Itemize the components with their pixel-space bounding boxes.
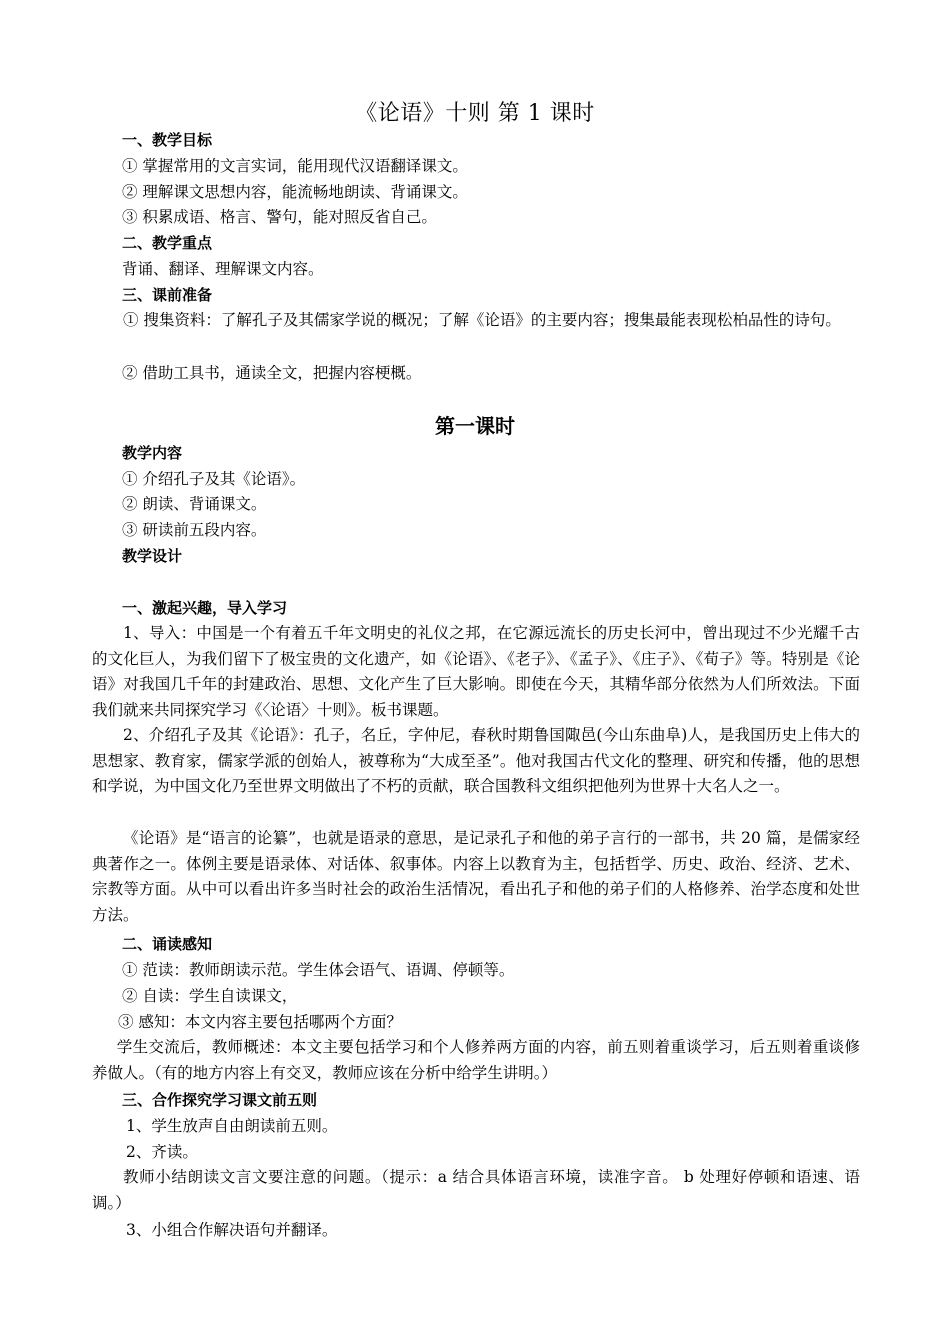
part3-heading: 三、合作探究学习课文前五则 <box>122 1091 318 1109</box>
document-title: 《论语》十则 第 1 课时 <box>355 101 595 126</box>
part1-paragraph: 2、介绍孔子及其《论语》：孔子，名丘，字仲尼，春秋时期鲁国陬邑(今山东曲阜)人，是我国历史上伟大的思想家、教育家，儒家学派的创始人，被尊称为“大成至圣”。他对我国古代文化的整理、研究和传播，他的思想和学说，为中国文化乃至世界文明做出了不朽的贡献，联合国教科文组织把他列为世界十大名人之一。 <box>92 726 860 795</box>
part2-heading: 二、诵读感知 <box>122 935 213 953</box>
section-heading-goals: 一、教学目标 <box>122 131 213 149</box>
content-item: ③ 研读前五段内容。 <box>122 521 267 539</box>
lesson-title: 第一课时 <box>435 414 515 438</box>
content-item: ① 介绍孔子及其《论语》。 <box>122 470 306 488</box>
prep-item: ② 借助工具书，通读全文，把握内容梗概。 <box>122 364 422 382</box>
section-heading-prep: 三、课前准备 <box>122 286 213 304</box>
part1-paragraph: 1、导入：中国是一个有着五千年文明史的礼仪之邦，在它源远流长的历史长河中，曾出现过不少光耀千古的文化巨人，为我们留下了极宝贵的文化遗产，如《论语》、《老子》、《孟子》、《庄子》、《荀子》等。特别是《论语》对我国几千年的封建政治、思想、文化产生了巨大影响。即使在今天，其精华部分依然为人们所效法。下面我们就来共同探究学习《〈论语〉十则》。板书课题。 <box>92 624 860 719</box>
content-heading: 教学内容 <box>122 444 183 462</box>
design-heading: 教学设计 <box>122 547 183 565</box>
goal-item: ① 掌握常用的文言实词，能用现代汉语翻译课文。 <box>122 157 468 175</box>
part1-heading: 一、激起兴趣，导入学习 <box>122 599 288 617</box>
part3-tip: 教师小结朗读文言文要注意的问题。（提示：a 结合具体语言环境，读准字音。 b 处理好停顿和语速、语调。） <box>92 1168 860 1212</box>
section-heading-focus: 二、教学重点 <box>122 234 213 252</box>
content-item: ② 朗读、背诵课文。 <box>122 495 267 513</box>
goal-item: ③ 积累成语、格言、警句，能对照反省自己。 <box>122 208 437 226</box>
prep-item: ① 搜集资料：了解孔子及其儒家学说的概况；了解《论语》的主要内容；搜集最能表现松柏品性的诗句。 <box>123 311 841 329</box>
focus-text: 背诵、翻译、理解课文内容。 <box>122 260 324 278</box>
part3-item: 1、学生放声自由朗读前五则。 <box>126 1117 338 1135</box>
part2-summary: 学生交流后，教师概述：本文主要包括学习和个人修养两方面的内容，前五则着重谈学习，后五则着重谈修养做人。（有的地方内容上有交叉，教师应该在分析中给学生讲明。） <box>92 1038 860 1082</box>
part2-item: ① 范读：教师朗读示范。学生体会语气、语调、停顿等。 <box>122 961 515 979</box>
part3-item: 2、齐读。 <box>126 1143 198 1161</box>
part3-item: 3、小组合作解决语句并翻译。 <box>126 1221 338 1239</box>
goal-item: ② 理解课文思想内容，能流畅地朗读、背诵课文。 <box>122 183 468 201</box>
part1-paragraph: 《论语》是“语言的论纂”，也就是语录的意思，是记录孔子和他的弟子言行的一部书，共 20 篇，是儒家经典著作之一。体例主要是语录体、对话体、叙事体。内容上以教育为主，包括哲学、历史、政治、经济、艺术、宗教等方面。从中可以看出许多当时社会的政治生活情况，看出孔子和他的弟子们的人格修养、治学态度和处世方法。 <box>92 829 860 924</box>
part2-item: ③ 感知：本文内容主要包括哪两个方面？ <box>118 1013 402 1031</box>
part2-item: ② 自读：学生自读课文， <box>122 987 298 1005</box>
